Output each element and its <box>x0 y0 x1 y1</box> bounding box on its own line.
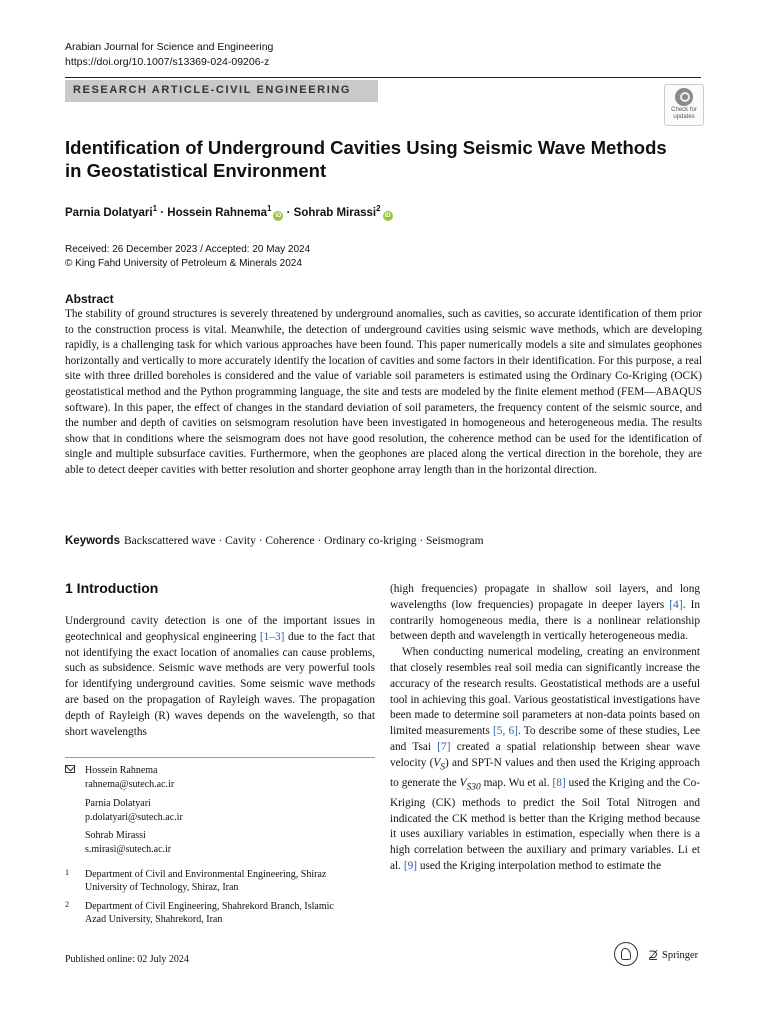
author-separator: · <box>157 206 168 219</box>
contact-entry <box>85 829 171 857</box>
springer-horse-icon <box>614 942 638 966</box>
affiliation-text: Department of Civil Engineering, Shahrekord Branch, Islamic Azad University, Shahrekord, Iran <box>85 901 334 925</box>
abstract-heading: Abstract <box>65 292 114 306</box>
received-accepted: Received: 26 December 2023 / Accepted: 20 May 2024 <box>65 244 311 255</box>
affiliation-number: 2 <box>65 900 69 909</box>
article-type-banner <box>65 80 378 102</box>
symbol-vs: V <box>433 756 441 769</box>
contact-email[interactable]: p.dolatyari@sutech.ac.ir <box>85 812 183 823</box>
envelope-icon <box>65 765 75 773</box>
contact-name: Sohrab Mirassi <box>85 830 146 841</box>
keywords-label: Keywords <box>65 535 120 547</box>
journal-header <box>65 40 273 70</box>
citation-link[interactable]: [8] <box>552 776 566 789</box>
contact-entry <box>85 764 174 792</box>
keywords-text: Backscattered wave · Cavity · Coherence · Ordinary co-kriging · Seismogram <box>123 535 484 547</box>
contact-email[interactable]: rahnema@sutech.ac.ir <box>85 779 175 790</box>
author-name[interactable]: Hossein Rahnema <box>167 206 267 219</box>
article-dates <box>65 243 310 271</box>
contact-name: Hossein Rahnema <box>85 765 158 776</box>
springer-symbol: ⊉ <box>648 948 659 962</box>
article-type-label: RESEARCH ARTICLE-CIVIL ENGINEERING <box>73 84 352 96</box>
paragraph: When conducting numerical modeling, creating an environment that closely resembles real soil media can significantly increase the accuracy of the research results. Geostatistical methods are a useful tool in achieving this goal. Various geostatistical investigations have been made to determine soil parameters at non-data points based on limited measurements [5, 6]. To describe some of these studies, Lee and Tsai [7] created a spatial relationship between shear wave velocity $(V_S)$ and SPT-N values and then used the Kriging approach to generate the $V_{S30}$ map. Wu et al. [8] used the Kriging and the Co-Kriging (CK) methods to predict the Soil Total Nitrogen and indicated the CK method is better than the Kriging method because it uses auxiliary variables in estimation, especially when there is a high correlation between the auxiliary and primary variables. Li et al. [9] used the Kriging interpolation method to estimate the <box>390 646 700 873</box>
author-affiliation-mark: 1 <box>266 204 272 213</box>
author-affiliation-mark: 1 <box>152 204 158 213</box>
check-for-updates-badge[interactable] <box>664 84 704 126</box>
citation-link[interactable]: [7] <box>437 740 451 753</box>
copyright: © King Fahd University of Petroleum & Minerals 2024 <box>65 258 302 269</box>
citation-link[interactable]: [9] <box>403 860 417 873</box>
badge-text: Check for updates <box>671 107 697 120</box>
author-name[interactable]: Sohrab Mirassi <box>293 206 377 219</box>
body-column-right <box>390 582 700 875</box>
springer-logo <box>614 942 704 970</box>
symbol-vs30: V <box>459 776 467 789</box>
affiliation-number: 1 <box>65 868 69 877</box>
check-for-updates-icon <box>675 88 693 106</box>
author-list <box>65 204 393 221</box>
springer-wordmark: Springer <box>662 950 699 961</box>
orcid-icon[interactable]: iD <box>275 212 282 219</box>
affiliation-text: Department of Civil and Environmental Engineering, Shiraz University of Technology, Shiraz, Iran <box>85 869 327 893</box>
affiliation <box>65 900 375 926</box>
affiliation <box>65 868 375 894</box>
orcid-icon[interactable]: iD <box>384 212 391 219</box>
citation-link[interactable]: [1–3] <box>259 630 285 643</box>
header-rule <box>65 77 701 78</box>
citation-link[interactable]: [4] <box>669 598 683 611</box>
contact-entry <box>85 797 183 825</box>
footnote-rule <box>65 757 375 758</box>
author-name[interactable]: Parnia Dolatyari <box>65 206 153 219</box>
author-separator: · <box>283 206 294 219</box>
paper-title: Identification of Underground Cavities Using Seismic Wave Methods in Geostatistical Environment <box>65 137 667 181</box>
section-heading: 1 Introduction <box>65 580 159 596</box>
author-affiliation-mark: 2 <box>376 204 381 213</box>
doi-link[interactable]: https://doi.org/10.1007/s13369-024-09206-z <box>65 56 270 68</box>
paragraph: Underground cavity detection is one of the important issues in geotechnical and geophysical engineering [1–3] due to the fact that not identifying the exact location of anomalies can cause problems, such as subsidence. Seismic wave methods are very powerful tools for identifying underground cavities. Some seismic wave methods are based on the propagation of Rayleigh waves. The propagation depth of Rayleigh (R) waves depends on the wavelength, so that short wavelengths <box>65 615 375 738</box>
published-date: Published online: 02 July 2024 <box>65 954 189 965</box>
contact-name: Parnia Dolatyari <box>85 798 151 809</box>
citation-link[interactable]: [5, 6] <box>493 725 518 738</box>
paragraph: (high frequencies) propagate in shallow soil layers, and long wavelengths (low frequencies) propagate in deeper layers [4]. In contrarily homogeneous media, there is a nonlinear relationship between depth and wavelength in vertically heterogeneous media. <box>390 583 700 643</box>
keywords <box>65 535 484 547</box>
body-column-left <box>65 614 375 740</box>
contact-email[interactable]: s.mirasi@sutech.ac.ir <box>85 844 172 855</box>
journal-name: Arabian Journal for Science and Engineering <box>65 41 274 53</box>
abstract-body: The stability of ground structures is severely threatened by underground anomalies, such as cavities, so accurate identification of them prior to the construction process is vital. Meanwhile, the detection of underground cavities using seismic wave methods, which are developing rapidly, is a challenging task for which various approaches have been found. This paper numerically models a site and simulates geophones horizontally and vertically to more accurately identify the location of cavities and some factors in their identification. For this purpose, a real site with three drilled boreholes is considered and the value of variable soil parameters is estimated using the Ordinary Co-Kriging (OCK) geostatistical method and the Python programming language, the site and tests are modeled by the finite element method (FEM—ABAQUS software). In this paper, the effect of changes in the standard deviation of soil parameters, the frequency content of the seismic source, and the number and depth of cavities on seismogram resolution have been investigated in homogeneous and heterogeneous media. The results show that in conditions where the seismogram does not have good resolution, the coherence method can be used for the identification of single and multiple subsurface cavities. Furthermore, when the geophones are placed along the vertical direction in the borehole, they are able to detect deeper cavities with better resolution and shorter geophone array length than in the horizontal direction. <box>65 308 702 476</box>
